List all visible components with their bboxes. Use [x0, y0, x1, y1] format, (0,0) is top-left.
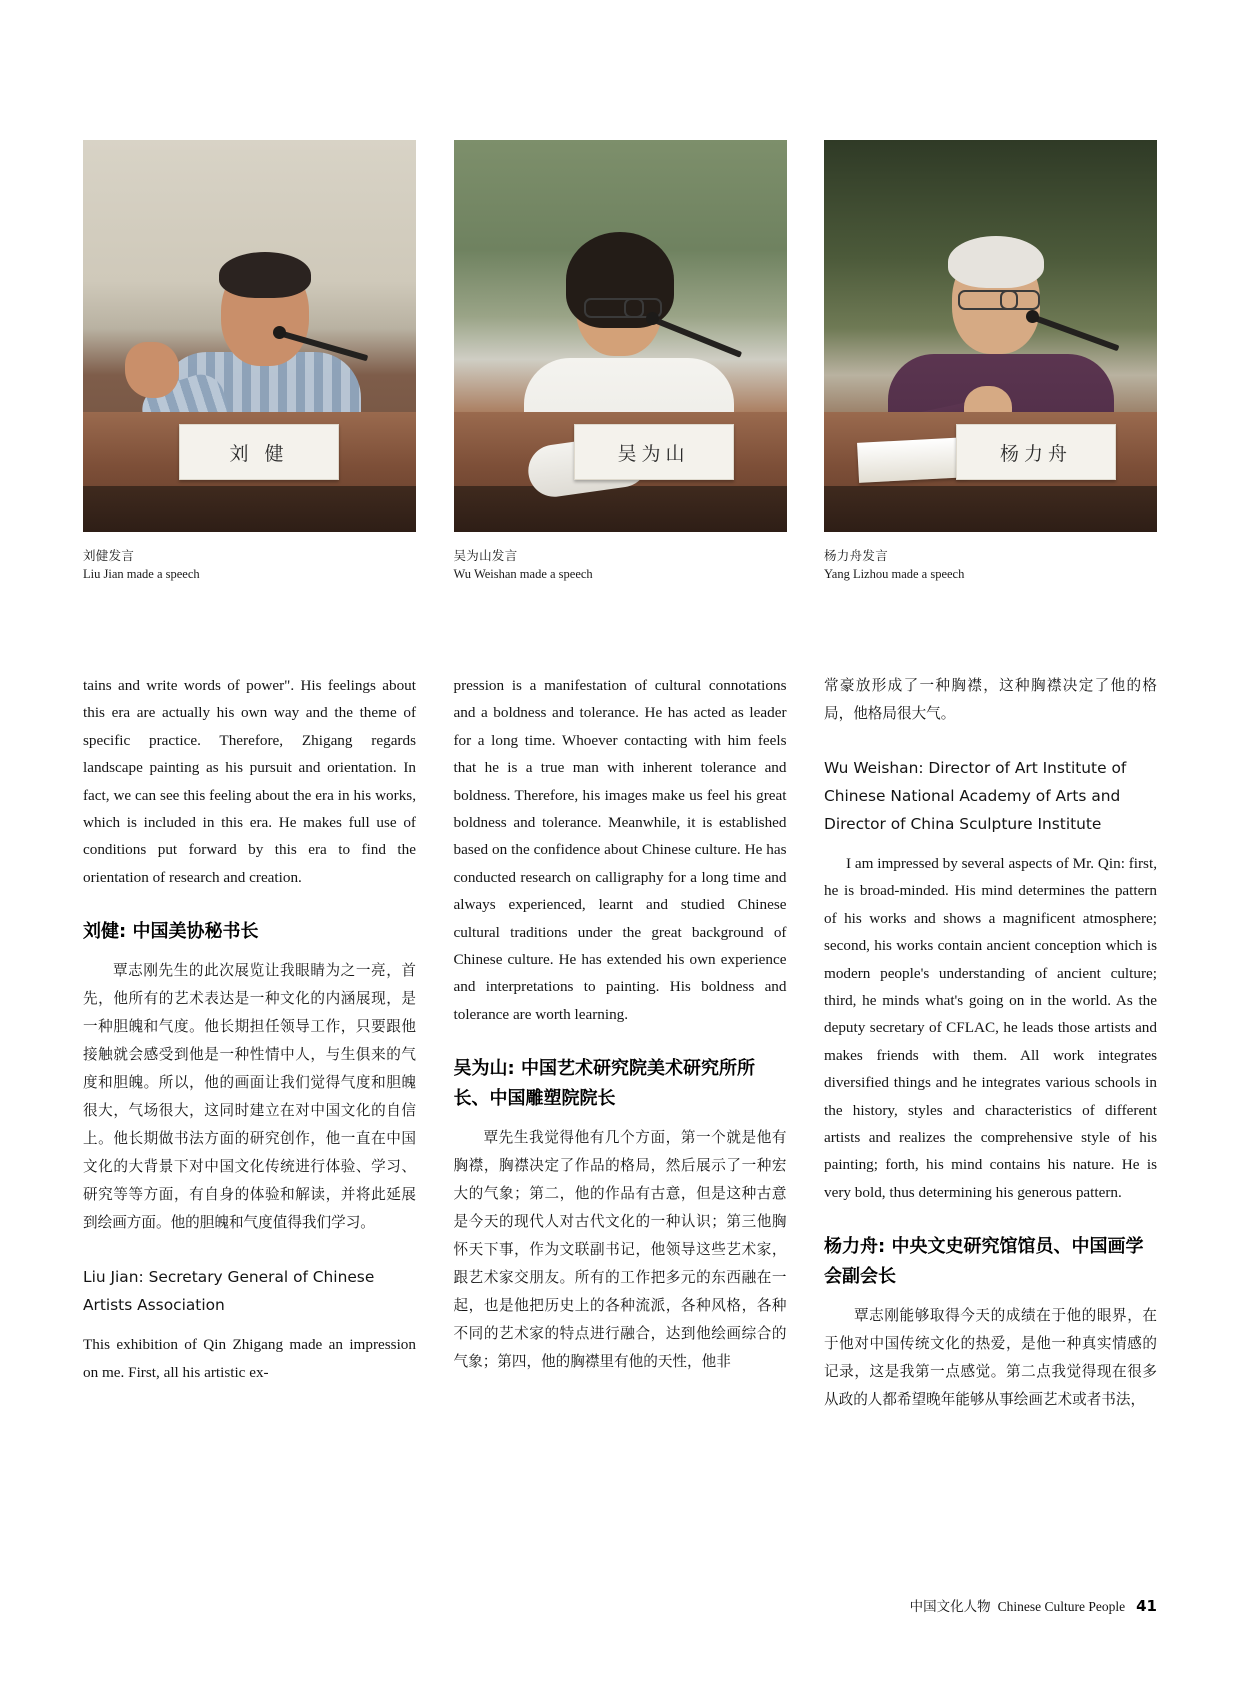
section-heading-cn: 刘健: 中国美协秘书长: [83, 921, 259, 943]
person-hair: [948, 236, 1044, 288]
paragraph-cn: 覃志刚先生的此次展览让我眼睛为之一亮，首先，他所有的艺术表达是一种文化的内涵展现，是一种胆魄和气度。他长期担任领导工作，只要跟他接触就会感受到他是一种性情中人，与生俱来的气度和胆魄。所以，他的画面让我们觉得气度和胆魄很大，气场很大，这同时建立在对中国文化的自信上。他长期做书法方面的研究创作，他一直在中国文化的大背景下对中国文化传统进行体验、学习、研究等等方面，有自身的体验和解读，并将此延展到绘画方面。他的胆魄和气度值得我们学习。: [83, 962, 416, 1232]
person-hair: [219, 252, 311, 298]
photo-block-wu-weishan: [454, 140, 787, 582]
section-heading-en: Wu Weishan: Director of Art Institute of Chinese National Academy of Arts and Director of China Sculpture Institute: [824, 759, 1127, 833]
section-heading-cn: 杨力舟: 中央文史研究馆馆员、中国画学会副会长: [824, 1236, 1144, 1288]
nameplate: 吴为山: [574, 424, 734, 480]
desk-front: [454, 486, 787, 532]
desk-front: [83, 486, 416, 532]
glasses-icon: [1000, 290, 1040, 310]
paragraph-en: pression is a manifestation of cultural connotations and a boldness and tolerance. He has acted as leader for a long time. Whoever contacting with him feels that he is a true man with inherent tolerance and boldness. Therefore, his images make us feel his great boldness and tolerance. Meanwhile, it is established based on the confidence about Chinese culture. He has conducted research on calligraphy for a long time and always experienced, learnt and studied Chinese cultural traditions under the great background of Chinese culture. He has extended his own experience and interpretations to painting. His boldness and tolerance are worth learning.: [453, 677, 787, 1023]
open-book: [857, 437, 969, 483]
photo-block-liu-jian: [83, 140, 416, 582]
microphone-head-icon: [646, 312, 659, 325]
page-number: 41: [1136, 1597, 1157, 1615]
photo-block-yang-lizhou: [824, 140, 1157, 582]
photo-caption-en: Yang Lizhou made a speech: [824, 567, 965, 581]
photo-liu-jian: [83, 140, 416, 532]
photo-caption-cn: 刘健发言: [83, 548, 135, 563]
nameplate: 杨力舟: [956, 424, 1116, 480]
paragraph-en: I am impressed by several aspects of Mr. Qin: first, he is broad-minded. His mind determines the pattern of his works and shows a magnificent atmosphere; second, his works contain ancient conception which is modern people's understanding of ancient culture; third, he minds what's going on in the world. As the deputy secretary of CFLAC, he leads those artists and makes friends with them. All work integrates diversified things and he integrates various schools in the history, styles and characteristics of different artists and realizes the comprehensive style of his painting; forth, his mind contains his nature. He is very bold, thus determining his generous pattern.: [824, 855, 1157, 1201]
article-columns: [83, 672, 1157, 1414]
page-footer: [910, 1595, 1157, 1615]
person-hand: [125, 342, 179, 398]
paragraph-en: This exhibition of Qin Zhigang made an impression on me. First, all his artistic ex-: [83, 1336, 416, 1381]
photo-wu-weishan: [454, 140, 787, 532]
paragraph-cn: 覃先生我觉得他有几个方面，第一个就是他有胸襟，胸襟决定了作品的格局，然后展示了一种宏大的气象；第二，他的作品有古意，但是这种古意是今天的现代人对古代文化的一种认识；第三他胸怀天下事，作为文联副书记，他领导这些艺术家，跟艺术家交朋友。所有的工作把多元的东西融在一起，也是他把历史上的各种流派，各种风格，各种不同的艺术家的特点进行融合，达到他绘画综合的气象；第四，他的胸襟里有他的天性，他非: [453, 1129, 787, 1371]
photo-caption-cn: 吴为山发言: [453, 548, 518, 563]
paragraph-en: tains and write words of power". His feelings about this era are actually his own way and the theme of specific practice. Therefore, Zhigang regards landscape painting as his pursuit and orientation. In fact, we can see this feeling about the era in his works, which is included in this era. He makes full use of conditions put forward by this era to find the orientation of research and creation.: [83, 677, 416, 886]
paragraph-cn: 覃志刚能够取得今天的成绩在于他的眼界，在于他对中国传统文化的热爱，是他一种真实情感的记录，这是我第一点感觉。第二点我觉得现在很多从政的人都希望晚年能够从事绘画艺术或者书法，: [824, 1307, 1157, 1409]
column-left: [83, 672, 416, 1414]
photo-caption-cn: 杨力舟发言: [824, 548, 889, 563]
footer-title-cn: 中国文化人物: [909, 1599, 991, 1615]
section-heading-en: Liu Jian: Secretary General of Chinese Artists Association: [83, 1268, 375, 1315]
nameplate: 刘 健: [179, 424, 339, 480]
column-middle: [454, 672, 787, 1414]
footer-title-en: Chinese Culture People: [997, 1599, 1126, 1614]
photo-yang-lizhou: [824, 140, 1157, 532]
photo-row: [83, 140, 1157, 582]
paragraph-cn: 常豪放形成了一种胸襟，这种胸襟决定了他的格局，他格局很大气。: [824, 677, 1157, 722]
column-right: [824, 672, 1157, 1414]
microphone-head-icon: [273, 326, 286, 339]
photo-caption-en: Wu Weishan made a speech: [453, 567, 593, 581]
photo-caption-en: Liu Jian made a speech: [83, 567, 200, 581]
microphone-head-icon: [1026, 310, 1039, 323]
desk-front: [824, 486, 1157, 532]
section-heading-cn: 吴为山: 中国艺术研究院美术研究所所长、中国雕塑院院长: [453, 1058, 755, 1110]
